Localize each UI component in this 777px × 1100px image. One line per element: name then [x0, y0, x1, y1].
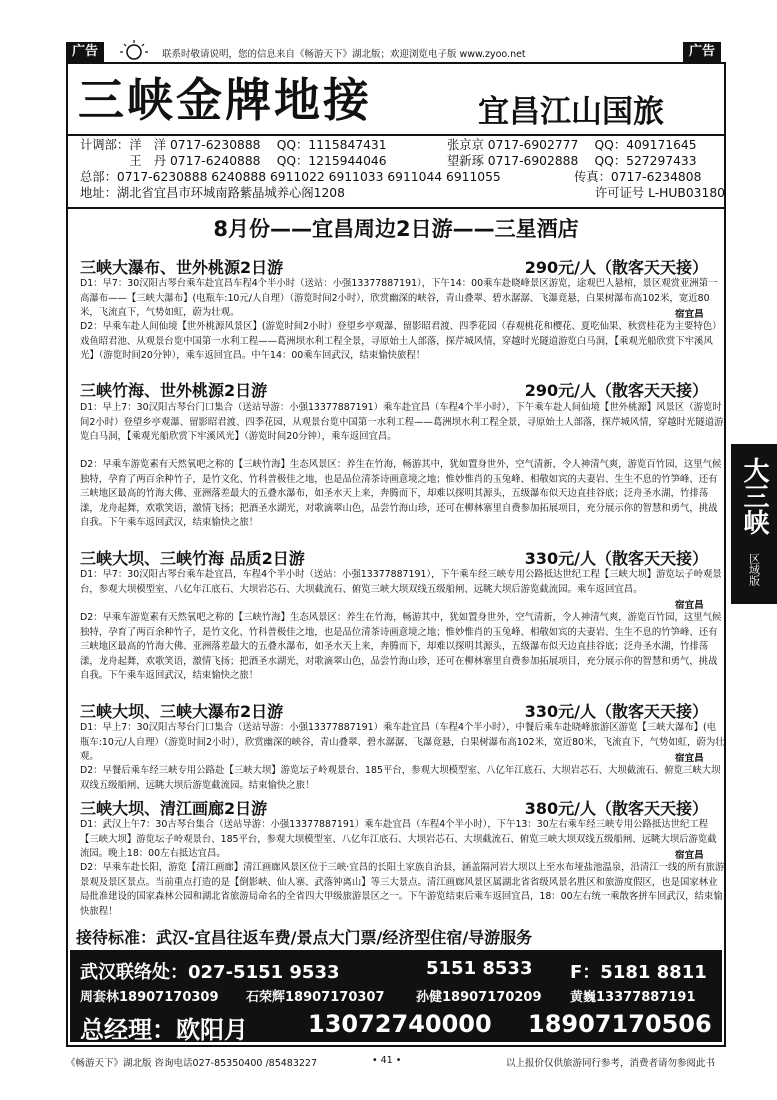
divider [66, 134, 726, 136]
ad-label-left: 广告 [66, 42, 104, 62]
ad-label-right: 广告 [683, 42, 721, 62]
itinerary-day: D1：早7：30汉阳古琴台乘车赴宜昌，车程4个半小时（送站：小强13377887191），下午乘车经三峡专用公路抵达世纪工程【三峡大坝】游览坛子岭观景台，参观大坝模型室、八亿年江底石、大坝岩芯石、大坝截流石、俯览三峡大坝双线五级船闸、远眺大坝后游览截流园。乘车返回宜昌。 [80, 569, 722, 595]
brand-logo-icon [116, 38, 152, 62]
banner: 8月份——宜昌周边2日游——三星酒店 [213, 217, 579, 241]
main-title: 三峡金牌地接 [78, 73, 372, 127]
section-price: 290元/人（散客天天接） [524, 381, 708, 400]
address: 地址：湖北省宜昌市环城南路紫晶城养心阁1208 [80, 186, 345, 200]
stay-tag: 宿宜昌 [675, 600, 704, 611]
section-price: 380元/人（散客天天接） [524, 799, 708, 818]
wuhan-office: 武汉联络处：027-5151 9533 [80, 962, 340, 983]
header-info: 联系时敬请说明，您的信息来自《畅游天下》湖北版；欢迎浏览电子版 www.zyoo.net [162, 49, 526, 60]
footer-right: 以上报价仅供旅游同行参考，消费者请勿参阅此书 [506, 1058, 716, 1069]
contact-person: 周套林18907170309 [80, 990, 219, 1005]
footer-left: 《畅游天下》湖北版 咨询电话027-85350400 /85483227 [66, 1058, 318, 1069]
itinerary-day: D2：早乘车赴人间仙境【世外桃源风景区】(游览时间2小时）登望乡亭观瀑、留影昭君渡、四季花园（春观桃花和樱花、夏吃仙果、秋赏桂花为主要特色）戏鱼昭君池、从观景台览中国第一水利工程——葛洲坝水利工程全景，寻原始土人部落，探芹城风情，穿越时光隧道游览白马洞，【乘观光船欣赏下牢溪风光】（游览时间20分钟），乘车返回宜昌。中午14：00乘车回武汉，结束愉快旅程！ [80, 321, 722, 362]
wuhan-phone-2: 5151 8533 [426, 958, 533, 979]
wuhan-fax: F：5181 8811 [570, 962, 707, 983]
contact-row: 总部：0717-6230888 6240888 6911022 6911033 6911044 6911055 [80, 170, 501, 184]
section-title [80, 258, 720, 278]
section-name: 三峡竹海、世外桃源2日游 [80, 381, 268, 400]
itinerary-day: D1：早7：30汉阳古琴台乘车赴宜昌车程4个半小时（送站：小强13377887191），下午14：00乘车赴晓峰景区游览，途观巴人悬棺，景区观赏亚洲第一高瀑布——【三峡大瀑布】(电瓶车:10元/人自理）（游览时间2小时），欣赏幽深的峡谷，青山叠翠、碧水潺潺、飞瀑竟悬，白果树瀑布高102米，宽近80米，飞流直下，气势如虹，蔚为壮观。 [80, 278, 718, 319]
contact-row: 传真：0717-6234808 [574, 170, 702, 184]
section-price: 330元/人（散客天天接） [524, 549, 708, 568]
contact-person: 孙健18907170209 [416, 990, 542, 1005]
side-title: 大三峡 [739, 457, 769, 535]
section-title [80, 381, 720, 401]
contact-row: 望新琢 0717-6902888 QQ：527297433 [447, 154, 697, 168]
page-number: • 41 • [372, 1055, 402, 1066]
general-manager: 总经理：欧阳月 [80, 1016, 248, 1044]
service-standard: 接待标准：武汉-宜昌往返车费/景点大门票/经济型住宿/导游服务 [76, 928, 533, 947]
stay-tag: 宿宜昌 [675, 753, 704, 764]
section-title [80, 549, 720, 569]
manager-mobile: 18907170506 [528, 1010, 712, 1038]
section-title [80, 799, 720, 819]
license: 许可证号 L-HUB03180 [595, 186, 725, 200]
contact-person: 石荣辉18907170307 [246, 990, 385, 1005]
itinerary-day: D2：早乘车游览素有天然氧吧之称的【三峡竹海】生态风景区：养生在竹海，畅游其中，犹如置身世外，空气清新，令人神清气爽，游览百竹园，这里气候独特，孕育了两百余种竹子，是竹文化、竹科普极佳之地，也是品位清茶诗画意境之地；惟妙惟肖的玉兔峰、相敬如宾的夫妻岩、生生不息的竹笋峰、还有三峡地区最高的竹海大佛、亚洲落差最大的五叠水瀑布，如圣水天上来，奔腾而下，却难以探明其源头，五级瀑布似天边直挂谷底；泛舟圣水湖，竹排荡漾，龙舟起舞，欢歌笑语，激情飞扬；把酒圣水湖光，对歌滴翠山色，品尝竹海山珍，还可在柳林寨里自费参加拓展项目，充分展示你的智慧和勇气，挑战自我。下午乘车返回武汉，结束愉快之旅！ [80, 612, 722, 682]
stay-tag: 宿宜昌 [675, 309, 704, 320]
section-name: 三峡大坝、清江画廊2日游 [80, 799, 268, 818]
itinerary-day: D2：早乘车游览素有天然氧吧之称的【三峡竹海】生态风景区：养生在竹海，畅游其中，犹如置身世外，空气清新，令人神清气爽，游览百竹园，这里气候独特，孕育了两百余种竹子，是竹文化、竹科普极佳之地，也是品位清茶诗画意境之地；惟妙惟肖的玉兔峰、相敬如宾的夫妻岩、生生不息的竹笋峰、还有三峡地区最高的竹海大佛、亚洲落差最大的五叠水瀑布，如圣水天上来，奔腾而下，却难以探明其源头，五级瀑布似天边直挂谷底；泛舟圣水湖，竹排荡漾，龙舟起舞，欢歌笑语，激情飞扬；把酒圣水湖光，对歌滴翠山色，品尝竹海山珍，还可在柳林寨里自费参加拓展项目，充分展示你的智慧和勇气，挑战自我。下午乘车返回武汉，结束愉快之旅！ [80, 459, 722, 529]
section-name: 三峡大坝、三峡大瀑布2日游 [80, 702, 284, 721]
section-title [80, 702, 720, 722]
contact-row: 王 丹 0717-6240888 QQ：1215944046 [80, 154, 387, 168]
manager-mobile: 13072740000 [308, 1010, 492, 1038]
contact-row: 计调部：洋 洋 0717-6230888 QQ：1115847431 [80, 138, 387, 152]
section-price: 290元/人（散客天天接） [524, 258, 708, 277]
contact-box [70, 950, 722, 1042]
sub-title: 宜昌江山国旅 [478, 94, 664, 130]
itinerary-day: D2：早餐后乘车经三峡专用公路赴【三峡大坝】游览坛子岭观景台、185平台，参观大坝模型室、八亿年江底石、大坝岩芯石、大坝截流石、俯览三峡大坝双线五级船闸、远眺大坝后游览截流园。结束愉快之旅！ [80, 765, 721, 791]
contact-person: 黄巍13377887191 [570, 990, 696, 1005]
section-name: 三峡大坝、三峡竹海 品质2日游 [80, 549, 305, 568]
stay-tag: 宿宜昌 [675, 850, 704, 861]
itinerary-day: D1：早上7：30汉阳古琴台门口集合（送站导游：小强13377887191）乘车赴宜昌（车程4个半小时），中餐后乘车赴晓峰旅游区游览【三峡大瀑布】(电瓶车:10元/人自理）（游览时间2小时），欣赏幽深的峡谷，青山叠翠、碧水潺潺、飞瀑竟悬，白果树瀑布高102米，宽近80米，飞流直下，气势如虹，蔚为壮观。 [80, 722, 725, 763]
section-name: 三峡大瀑布、世外桃源2日游 [80, 258, 284, 277]
itinerary-day: D2：早乘车赴长阳，游览【清江画廊】清江画廊风景区位于三峡·宜昌的长阳土家族自治县，涵盖隔河岩大坝以上至水布垭盐池温泉，沿清江一线的所有旅游景观及景区景点。当前重点打造的是【倒影峡、仙人寨、武落钟离山】等三大景点。清江画廊风景区属湖北省省级风景名胜区和旅游度假区，也是国家林业局批准建设的国家森林公园和湖北省旅游局命名的全省四大甲级旅游景区之一。下午游览结束后乘车返回宜昌，18：00左右统一乘散客拼车回武汉，结束愉快旅程！ [80, 862, 725, 917]
contact-row: 张京京 0717-6902777 QQ：409171645 [447, 138, 697, 152]
side-subtitle: 区域版 [747, 552, 761, 586]
divider [66, 207, 726, 209]
itinerary-day: D1：武汉上午7：30古琴台集合（送站导游：小强13377887191）乘车赴宜昌（车程4个半小时），下午13：30左右乘车经三峡专用公路抵达世纪工程【三峡大坝】游览坛子岭观景台、185平台，参观大坝模型室、八亿年江底石、大坝岩芯石、大坝截流石、俯览三峡大坝双线五级船闸、远眺大坝后游览截流园。晚上18：00左右抵达宜昌。 [80, 819, 717, 860]
section-price: 330元/人（散客天天接） [524, 702, 708, 721]
region-side-tab [731, 444, 777, 604]
itinerary-day: D1：早上7：30汉阳古琴台门口集合（送站导游：小强13377887191）乘车赴宜昌（车程4个半小时），下午乘车赴人间仙境【世外桃源】风景区（游览时间2小时）登望乡亭观瀑、留影昭君渡、四季花园，从观景台览中国第一水利工程——葛洲坝水利工程全景，寻原始土人部落，探芹城风情，穿越时光隧道游览白马洞，【乘观光船欣赏下牢溪风光】（游览时间20分钟），乘车返回宜昌。 [80, 402, 724, 443]
